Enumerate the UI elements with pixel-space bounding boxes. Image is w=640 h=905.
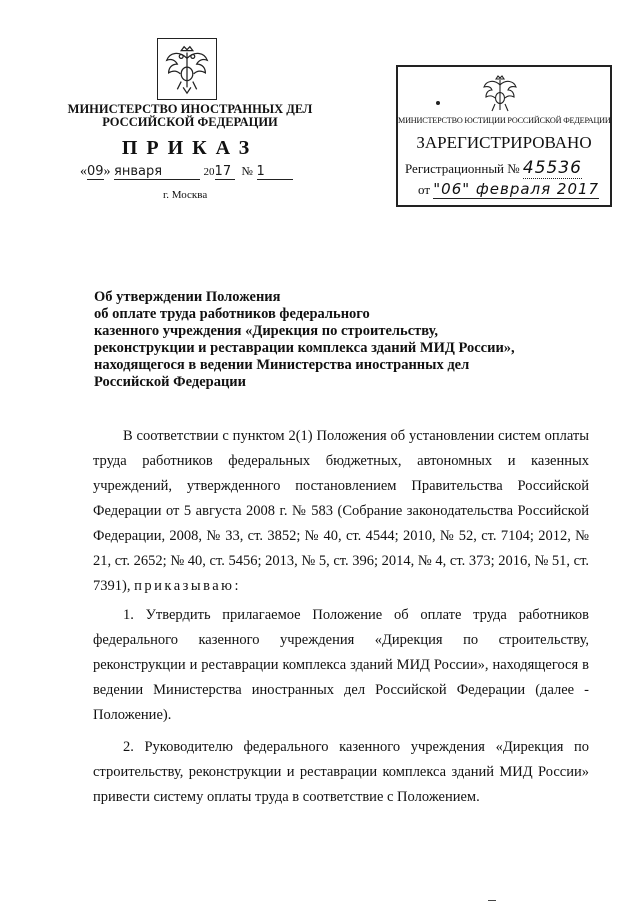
order-directive: приказываю:: [134, 578, 242, 594]
title-line: об оплате труда работников федерального: [94, 306, 370, 322]
title-line: находящегося в ведении Министерства иностранных дел: [94, 357, 470, 373]
stamp-mark: [436, 101, 440, 105]
number-label: №: [241, 164, 253, 178]
order-title: [94, 289, 554, 391]
date-month: января: [114, 164, 200, 180]
ministry-line-1: МИНИСТЕРСТВО ИНОСТРАННЫХ ДЕЛ: [67, 102, 313, 116]
title-line: Об утверждении Положения: [94, 289, 281, 305]
issuing-ministry: [60, 103, 320, 129]
coat-of-arms-icon: [157, 38, 217, 100]
stamp-coat-of-arms-icon: [477, 72, 523, 116]
date-year-suffix: 17: [215, 164, 235, 180]
title-line: реконструкции и реставрации комплекса зданий МИД России»,: [94, 340, 515, 356]
item-2-paragraph: 2. Руководителю федерального казенного учреждения «Дирекция по строительству, реконструкции и реставрации комплекса зданий МИД России» привести систему оплаты труда в соответствие с Положением.: [93, 739, 589, 805]
preamble-text: В соответствии с пунктом 2(1) Положения об установлении систем оплаты труда работников федеральных бюджетных, автономных и казенных учреждений, утвержденного постановлением Правительства Российской Федерации от 5 августа 2008 г. № 583 (Собрание законодательства Российской Федерации, 2008, № 33, ст. 3852; № 40, ст. 4544; 2010, № 52, ст. 7104; 2012, № 21, ст. 2652; № 40, ст. 5456; 2013, № 5, ст. 396; 2014, № 4, ст. 373; 2016, № 51, ст. 7391),: [93, 428, 589, 594]
preamble-paragraph: [93, 424, 589, 599]
stamp-registered: ЗАРЕГИСТРИРОВАНО: [416, 133, 592, 152]
stamp-registration-number-line: [405, 158, 582, 178]
date-year-prefix: 20: [203, 166, 215, 178]
stamp-reg-label: Регистрационный №: [405, 161, 520, 176]
document-type: ПРИКАЗ: [121, 137, 259, 159]
stamp-ministry: МИНИСТЕРСТВО ЮСТИЦИИ РОССИЙСКОЙ ФЕДЕРАЦИИ: [398, 116, 611, 125]
stamp-date-label: от: [418, 182, 431, 197]
stamp-date-line: [418, 180, 599, 198]
title-line: казенного учреждения «Дирекция по строительству,: [94, 323, 439, 339]
order-date-line: [80, 164, 293, 180]
stamp-reg-number: 45536: [522, 158, 583, 178]
date-open-quote: «: [80, 164, 87, 179]
city: г. Москва: [163, 189, 208, 201]
page-mark: [488, 900, 496, 901]
stamp-date-value: "06" февраля 2017: [433, 180, 600, 198]
order-number: 1: [257, 164, 293, 180]
item-1-paragraph: 1. Утвердить прилагаемое Положение об оплате труда работников федерального казенного учреждения «Дирекция по строительству, реконструкции и реставрации комплекса зданий МИД России», находящегося в ведении Министерства иностранных дел Российской Федерации (далее - Положение).: [93, 607, 589, 723]
ministry-line-2: РОССИЙСКОЙ ФЕДЕРАЦИИ: [102, 115, 278, 129]
title-line: Российской Федерации: [94, 374, 247, 390]
date-day: 09: [87, 164, 104, 179]
date-close-quote: »: [103, 164, 111, 179]
